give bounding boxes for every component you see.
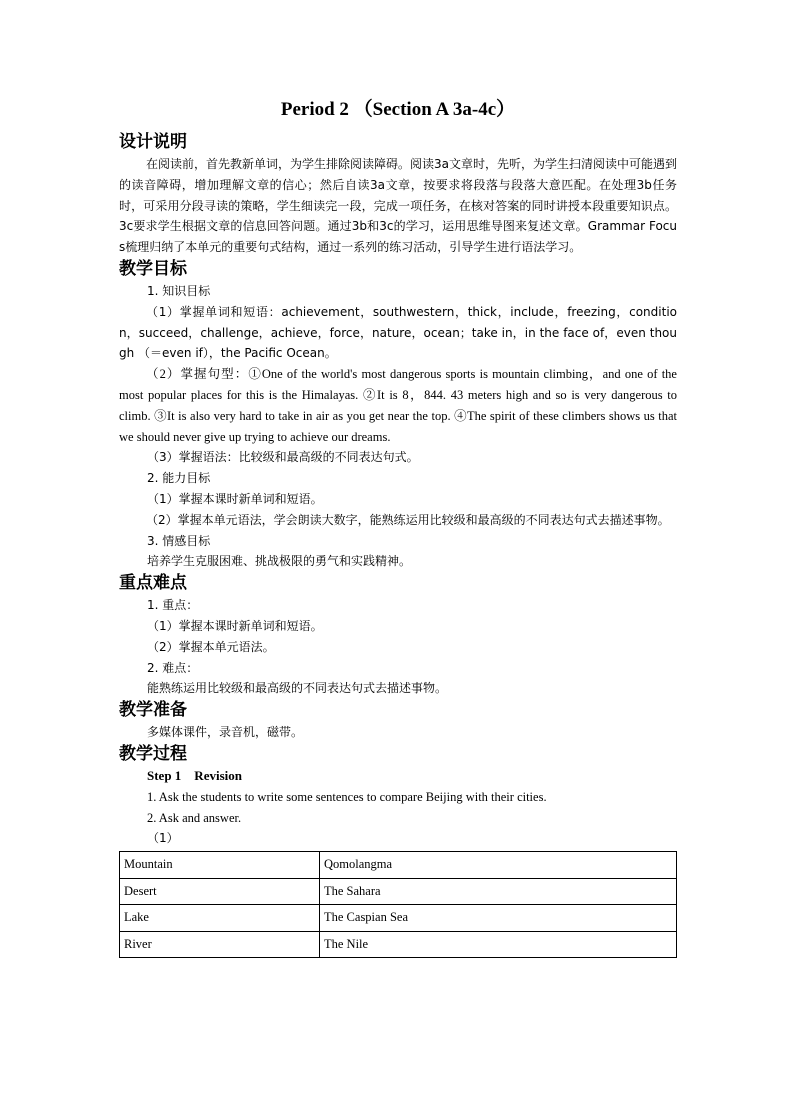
table-cell-example: Qomolangma bbox=[320, 852, 677, 879]
table-row bbox=[120, 852, 677, 879]
document-page bbox=[119, 97, 677, 958]
table-cell-example: The Nile bbox=[320, 931, 677, 958]
table-cell-category: River bbox=[120, 931, 320, 958]
design-heading: 设计说明 bbox=[119, 132, 187, 152]
knowledge-title: 1. 知识目标 bbox=[147, 283, 211, 298]
process-heading: 教学过程 bbox=[119, 743, 187, 764]
focus-title: 1. 重点： bbox=[147, 598, 199, 613]
step1-title: Step 1 Revision bbox=[147, 767, 242, 783]
ability-title: 2. 能力目标 bbox=[147, 471, 211, 486]
focus-item-2: （2）掌握本单元语法。 bbox=[147, 639, 275, 654]
table-cell-category: Mountain bbox=[120, 852, 320, 879]
ability-item-1: （1）掌握本课时新单词和短语。 bbox=[147, 491, 323, 506]
step1-item-1: 1. Ask the students to write some sentences to compare Beijing with their cities. bbox=[147, 789, 547, 804]
step1-item-2: 2. Ask and answer. bbox=[147, 810, 242, 825]
objectives-heading: 教学目标 bbox=[119, 258, 187, 279]
table-cell-example: The Caspian Sea bbox=[320, 905, 677, 932]
preparation-heading: 教学准备 bbox=[119, 700, 187, 721]
table-cell-category: Lake bbox=[120, 905, 320, 932]
emotion-title: 3. 情感目标 bbox=[147, 533, 211, 548]
preparation-text: 多媒体课件，录音机，磁带。 bbox=[147, 725, 304, 740]
step1-sub-1: （1） bbox=[147, 831, 179, 846]
table-row bbox=[120, 931, 677, 958]
emotion-text: 培养学生克服困难、挑战极限的勇气和实践精神。 bbox=[147, 554, 412, 569]
geography-table bbox=[119, 851, 677, 958]
table-row bbox=[120, 878, 677, 905]
focus-item-1: （1）掌握本课时新单词和短语。 bbox=[147, 618, 323, 633]
vocab-objective: （1）掌握单词和短语：achievement，southwestern，thick，include，freezing，condition，succeed，challenge，achieve，force，nature，ocean；take in，in the face of，even though （＝even if），the Pacific Ocean。 bbox=[119, 304, 677, 361]
key-points-heading: 重点难点 bbox=[119, 573, 187, 594]
sentence-objective: （2）掌握句型：①One of the world's most dangerous sports is mountain climbing，and one of the most popular places for this is the Himalayas. ②It is 8，844. 43 meters high and so is very dangerous to climb. ③It is also very hard to take in air as you get near the top. ④The spirit of these climbers shows us that we should never give up trying to achieve our dreams. bbox=[119, 367, 677, 444]
table-cell-category: Desert bbox=[120, 878, 320, 905]
page-title: Period 2 （Section A 3a-4c） bbox=[280, 99, 516, 120]
ability-item-2: （2）掌握本单元语法，学会朗读大数字，能熟练运用比较级和最高级的不同表达句式去描述事物。 bbox=[146, 512, 670, 527]
table-row bbox=[120, 905, 677, 932]
difficulty-title: 2. 难点： bbox=[147, 660, 199, 675]
table-cell-example: The Sahara bbox=[320, 878, 677, 905]
design-text: 在阅读前，首先教新单词，为学生排除阅读障碍。阅读3a文章时，先听，为学生扫清阅读中可能遇到的读音障碍，增加理解文章的信心；然后自读3a文章，按要求将段落与段落大意匹配。在处理3b任务时，可采用分段寻读的策略，学生细读完一段，完成一项任务，在核对答案的同时讲授本段重要知识点。3c要求学生根据文章的信息回答问题。通过3b和3c的学习，运用思维导图来复述文章。Grammar Focus梳理归纳了本单元的重要句式结构，通过一系列的练习活动，引导学生进行语法学习。 bbox=[119, 157, 677, 255]
grammar-objective: （3）掌握语法：比较级和最高级的不同表达句式。 bbox=[147, 450, 419, 465]
difficulty-text: 能熟练运用比较级和最高级的不同表达句式去描述事物。 bbox=[147, 681, 448, 696]
